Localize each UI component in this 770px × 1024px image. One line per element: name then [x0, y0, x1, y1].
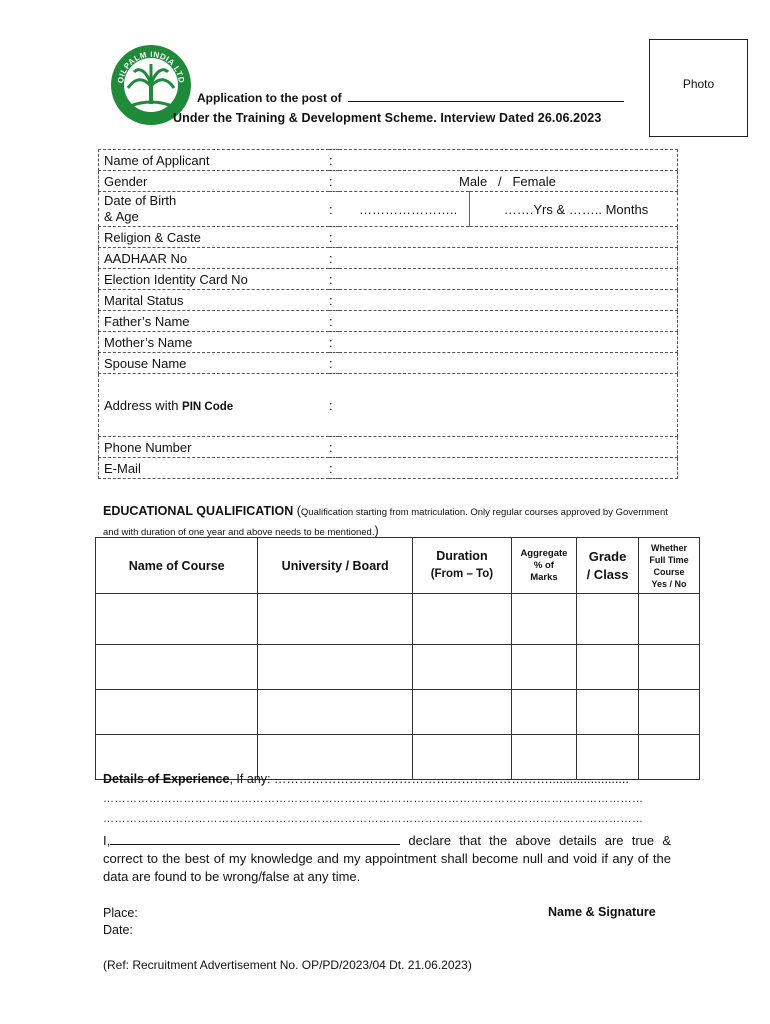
- field-age[interactable]: …….Yrs & …….. Months: [470, 192, 678, 227]
- col-fulltime: Whether Full Time Course Yes / No: [639, 538, 700, 594]
- label-aadhaar: AADHAAR No: [99, 248, 330, 269]
- row-gender: Gender : Male / Female: [99, 171, 678, 192]
- table-row: [96, 690, 700, 735]
- field-election[interactable]: [339, 269, 678, 290]
- label-mother: Mother’s Name: [99, 332, 330, 353]
- reference-note: (Ref: Recruitment Advertisement No. OP/PD/2023/04 Dt. 21.06.2023): [103, 958, 472, 972]
- gender-options[interactable]: Male / Female: [339, 171, 678, 192]
- application-label: Application to the post of: [197, 91, 342, 105]
- photo-box[interactable]: [649, 39, 748, 137]
- label-spouse: Spouse Name: [99, 353, 330, 374]
- field-aadhaar[interactable]: [339, 248, 678, 269]
- label-address: Address with PIN Code: [99, 374, 330, 437]
- experience-dots-1[interactable]: ……………………………………………………………………………………………………………………………: [103, 793, 644, 805]
- field-spouse[interactable]: [339, 353, 678, 374]
- row-mother: Mother’s Name :: [99, 332, 678, 353]
- label-marital: Marital Status: [99, 290, 330, 311]
- label-father: Father’s Name: [99, 311, 330, 332]
- place-label: Place:: [103, 906, 138, 920]
- row-dob: Date of Birth & Age : ………………….. …….Yrs & …….. Months: [99, 192, 678, 227]
- post-blank[interactable]: [348, 91, 624, 102]
- col-course: Name of Course: [96, 538, 258, 594]
- education-table: [95, 537, 700, 780]
- col-university: University / Board: [258, 538, 413, 594]
- row-spouse: Spouse Name :: [99, 353, 678, 374]
- declarant-name-blank[interactable]: [110, 834, 400, 845]
- experience-dots-2[interactable]: ……………………………………………………………………………………………………………………………: [103, 813, 644, 825]
- education-note: Qualification starting from matriculation. Only regular courses approved by Government and with duration of one year and above needs to be mentioned.: [103, 507, 668, 538]
- field-father[interactable]: [339, 311, 678, 332]
- signature-label: Name & Signature: [548, 905, 656, 919]
- svg-text:OILPALM INDIA LTD: OILPALM INDIA LTD: [115, 49, 187, 84]
- row-marital: Marital Status :: [99, 290, 678, 311]
- row-phone: Phone Number :: [99, 437, 678, 458]
- field-mother[interactable]: [339, 332, 678, 353]
- field-marital[interactable]: [339, 290, 678, 311]
- application-line: [197, 91, 624, 105]
- field-phone[interactable]: [339, 437, 678, 458]
- education-title: EDUCATIONAL QUALIFICATION: [103, 504, 294, 518]
- row-aadhaar: AADHAAR No :: [99, 248, 678, 269]
- education-header-row: [96, 538, 700, 594]
- field-dob[interactable]: …………………..: [339, 192, 470, 227]
- date-label: Date:: [103, 923, 133, 937]
- education-heading: EDUCATIONAL QUALIFICATION (Qualification starting from matriculation. Only regular courses approved by Government and with duration of one year and above needs to be mentioned.): [103, 504, 668, 538]
- experience-label: Details of Experience: [103, 772, 230, 786]
- label-email: E-Mail: [99, 458, 330, 479]
- table-row: [96, 594, 700, 645]
- label-phone: Phone Number: [99, 437, 330, 458]
- declaration-text: I, declare that the above details are true & correct to the best of my knowledge and my appointment shall become null and void if any of the data are found to be wrong/false at any time.: [103, 833, 675, 884]
- col-grade: Grade / Class: [577, 538, 639, 594]
- row-name: Name of Applicant :: [99, 150, 678, 171]
- scheme-title: Under the Training & Development Scheme. Interview Dated 26.06.2023: [173, 111, 602, 125]
- field-name[interactable]: [339, 150, 678, 171]
- table-row: [96, 645, 700, 690]
- field-email[interactable]: [339, 458, 678, 479]
- label-name: Name of Applicant: [99, 150, 330, 171]
- row-email: E-Mail :: [99, 458, 678, 479]
- label-gender: Gender: [99, 171, 330, 192]
- label-religion: Religion & Caste: [99, 227, 330, 248]
- row-religion: Religion & Caste :: [99, 227, 678, 248]
- place-date-block: [103, 905, 138, 939]
- field-address[interactable]: [339, 374, 678, 437]
- personal-details-table: [98, 149, 678, 479]
- label-dob: Date of Birth & Age: [99, 192, 330, 227]
- row-father: Father’s Name :: [99, 311, 678, 332]
- label-election: Election Identity Card No: [99, 269, 330, 290]
- row-address: Address with PIN Code :: [99, 374, 678, 437]
- photo-label: Photo: [682, 77, 715, 91]
- experience-line[interactable]: Details of Experience, If any: ………………………………………………………….......................: [103, 772, 629, 786]
- col-aggregate: Aggregate % of Marks: [511, 538, 576, 594]
- col-duration: Duration (From – To): [412, 538, 511, 594]
- field-religion[interactable]: [339, 227, 678, 248]
- row-election: Election Identity Card No :: [99, 269, 678, 290]
